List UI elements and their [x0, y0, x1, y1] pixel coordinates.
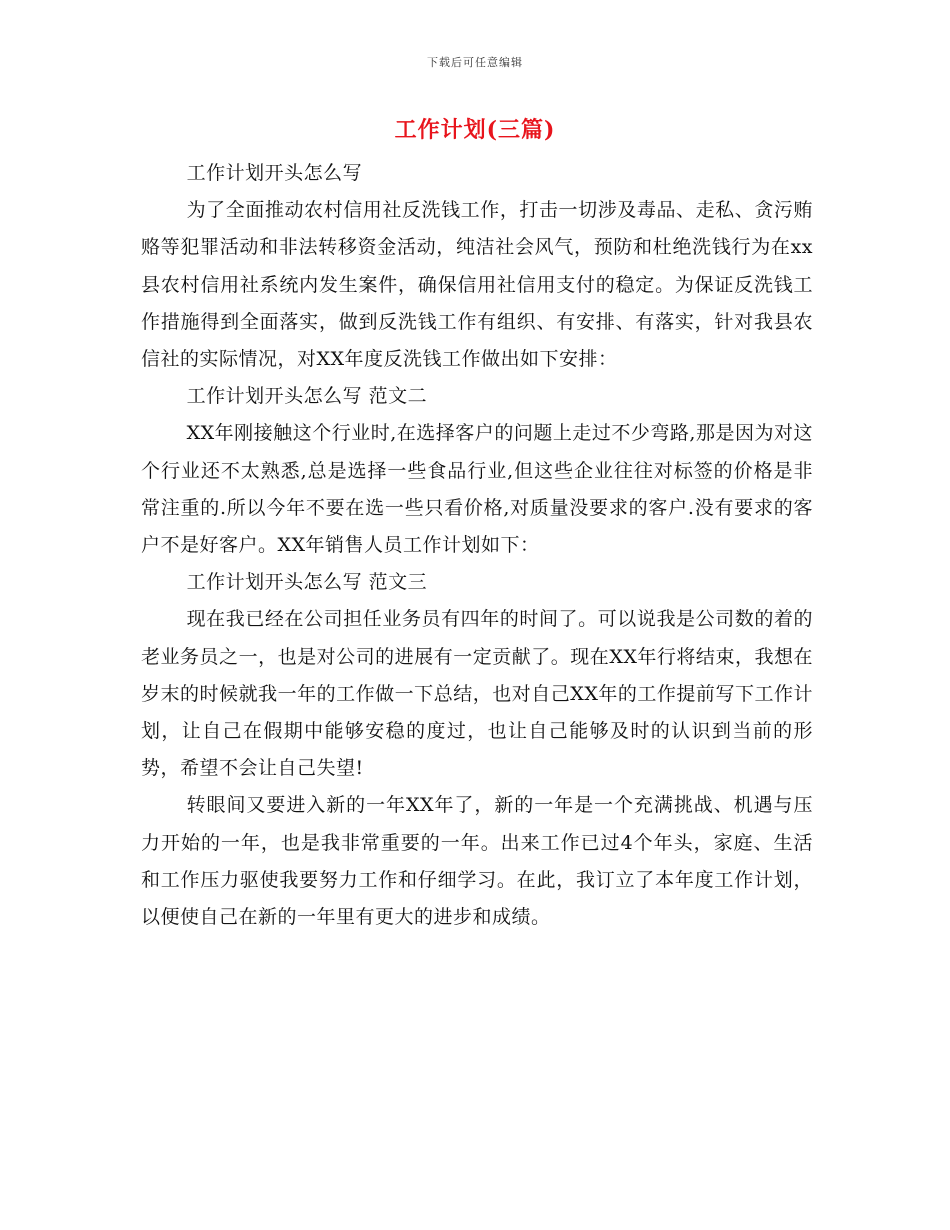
subheading-2: 工作计划开头怎么写 范文二	[186, 385, 428, 408]
subheading-3: 工作计划开头怎么写 范文三	[186, 571, 428, 594]
paragraph-2: XX年刚接触这个行业时,在选择客户的问题上走过不少弯路,那是因为对这个行业还不太熟悉,总是选择一些食品行业,但这些企业往往对标签的价格是非常注重的.所以今年不要在选一些只看价格,对质量没要求的客户.没有要求的客户不是好客户。XX年销售人员工作计划如下：	[141, 422, 813, 557]
document-title: 工作计划(三篇)	[394, 117, 556, 143]
paragraph-4: 转眼间又要进入新的一年XX年了，新的一年是一个充满挑战、机遇与压力开始的一年，也是我非常重要的一年。出来工作已过4个年头，家庭、生活和工作压力驱使我要努力工作和仔细学习。在此，我订立了本年度工作计划，以便使自己在新的一年里有更大的进步和成绩。	[141, 794, 813, 929]
paragraph-3: 现在我已经在公司担任业务员有四年的时间了。可以说我是公司数的着的老业务员之一，也是对公司的进展有一定贡献了。现在XX年行将结束，我想在岁末的时候就我一年的工作做一下总结，也对自己XX年的工作提前写下工作计划，让自己在假期中能够安稳的度过，也让自己能够及时的认识到当前的形势，希望不会让自己失望!	[141, 608, 813, 780]
document-body	[141, 155, 813, 936]
paragraph-1: 为了全面推动农村信用社反洗钱工作，打击一切涉及毒品、走私、贪污贿赂等犯罪活动和非法转移资金活动，纯洁社会风气，预防和杜绝洗钱行为在xx县农村信用社系统内发生案件，确保信用社信用支付的稳定。为保证反洗钱工作措施得到全面落实，做到反洗钱工作有组织、有安排、有落实，针对我县农信社的实际情况，对XX年度反洗钱工作做出如下安排：	[141, 199, 813, 371]
subheading-1: 工作计划开头怎么写	[186, 162, 363, 184]
header-note: 下载后可任意编辑	[427, 56, 523, 69]
